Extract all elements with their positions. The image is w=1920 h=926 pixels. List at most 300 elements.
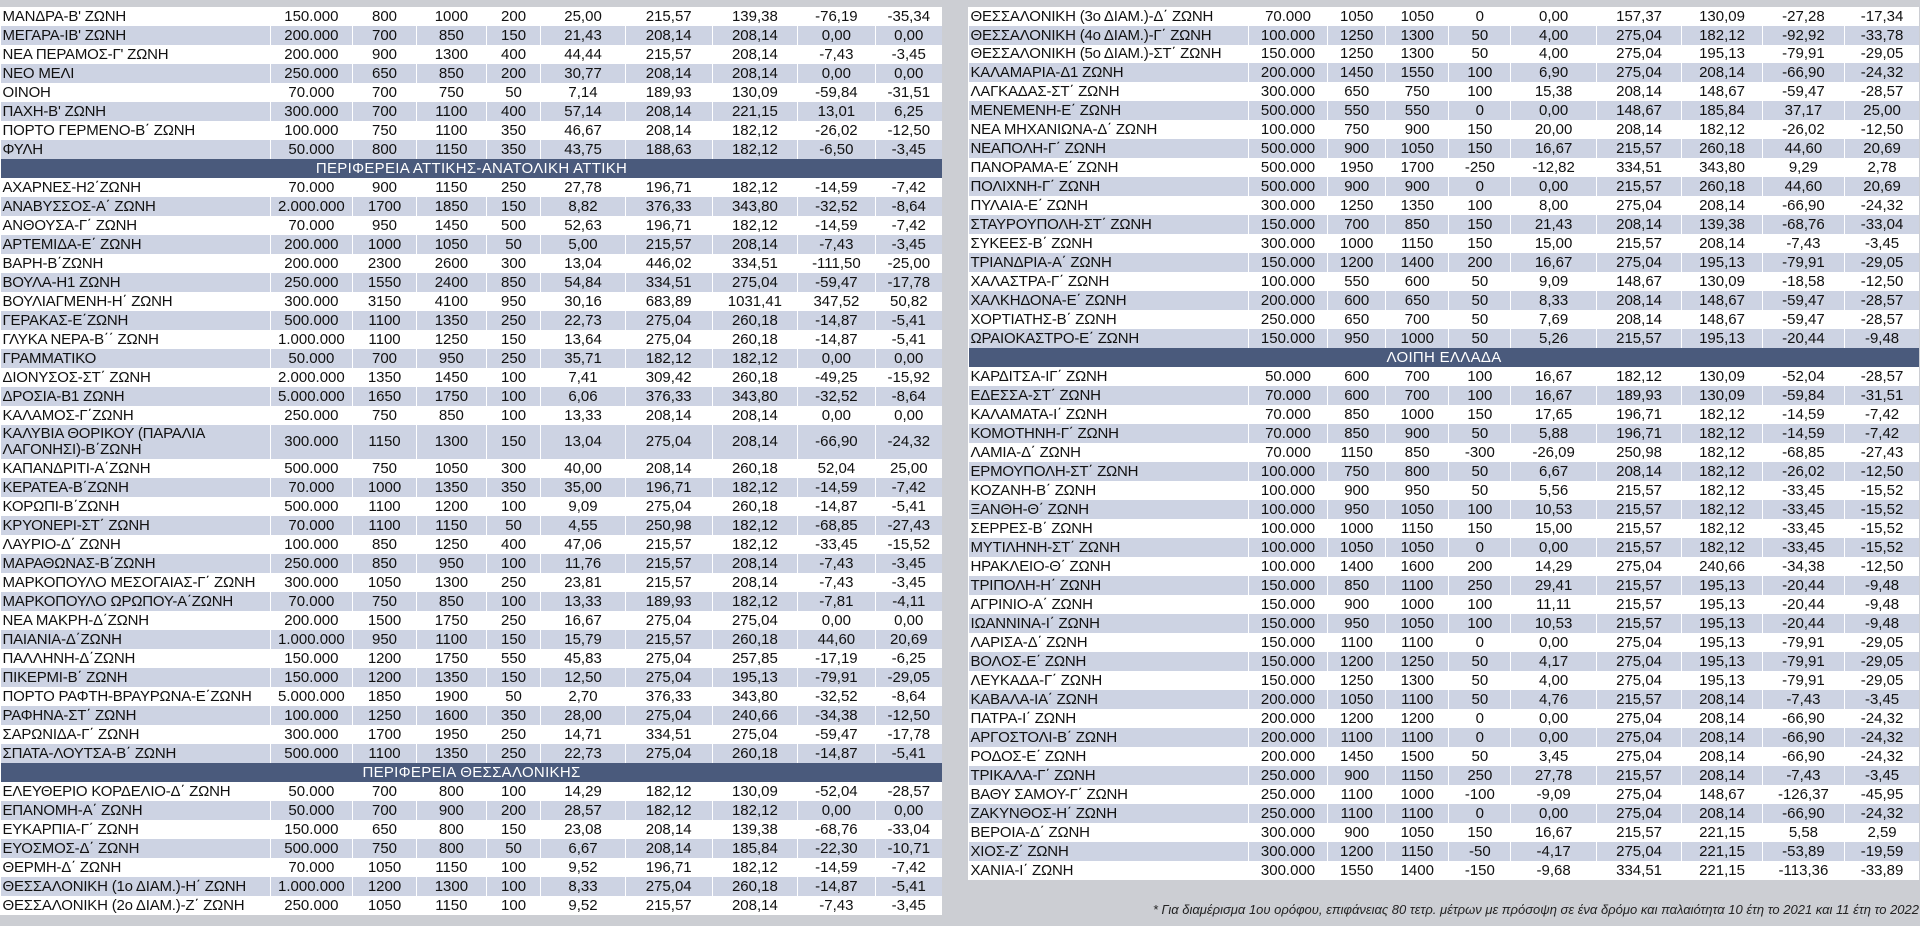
value-cell: -6,50 [798, 140, 875, 159]
value-cell: 376,33 [625, 687, 712, 706]
value-cell: 25,00 [541, 7, 626, 26]
value-cell: 35,71 [541, 349, 626, 368]
area-name-cell: ΠΑΙΑΝΙΑ-Δ΄ΖΩΝΗ [1, 630, 271, 649]
area-name-cell: ΑΝΘΟΥΣΑ-Γ΄ ΖΩΝΗ [1, 216, 271, 235]
value-cell: 1500 [353, 611, 417, 630]
value-cell: 1750 [416, 387, 486, 406]
value-cell: -28,57 [1845, 367, 1919, 386]
value-cell: 1031,41 [712, 292, 798, 311]
value-cell: -126,37 [1762, 785, 1844, 804]
area-name-cell: ΕΡΜΟΥΠΟΛΗ-ΣΤ΄ ΖΩΝΗ [969, 462, 1249, 481]
value-cell: -20,44 [1762, 614, 1844, 633]
value-cell: 12,50 [541, 668, 626, 687]
value-cell: -7,42 [875, 858, 942, 877]
value-cell: -28,57 [875, 782, 942, 801]
value-cell: 16,67 [1511, 253, 1596, 272]
value-cell: -14,59 [1762, 424, 1844, 443]
value-cell: 215,57 [1596, 538, 1681, 557]
value-cell: 215,57 [625, 573, 712, 592]
value-cell: 23,08 [541, 820, 626, 839]
value-cell: -3,45 [875, 573, 942, 592]
value-cell: 7,41 [541, 368, 626, 387]
value-cell: -8,64 [875, 687, 942, 706]
value-cell: 8,82 [541, 197, 626, 216]
value-cell: 0 [1449, 101, 1511, 120]
value-cell: 350 [486, 706, 540, 725]
value-cell: 500.000 [270, 497, 353, 516]
value-cell: 182,12 [1682, 500, 1762, 519]
value-cell: 70.000 [270, 858, 353, 877]
value-cell: -49,25 [798, 368, 875, 387]
value-cell: 900 [1328, 823, 1386, 842]
table-row [969, 329, 1920, 348]
value-cell: 4,00 [1511, 26, 1596, 45]
value-cell: 1050 [416, 459, 486, 478]
value-cell: 250 [486, 311, 540, 330]
table-row [969, 45, 1920, 63]
value-cell: 1150 [416, 896, 486, 915]
value-cell: 5,58 [1762, 823, 1844, 842]
area-name-cell: ΑΡΤΕΜΙΔΑ-Ε΄ ΖΩΝΗ [1, 235, 271, 254]
value-cell: 44,60 [798, 630, 875, 649]
value-cell: 9,09 [541, 497, 626, 516]
area-name-cell: ΚΑΛΑΜΑΡΙΑ-Δ1 ΖΩΝΗ [969, 63, 1249, 82]
value-cell: 250.000 [270, 554, 353, 573]
value-cell: 334,51 [625, 273, 712, 292]
area-name-cell: ΜΕΓΑΡΑ-ΙΒ' ΖΩΝΗ [1, 26, 271, 45]
area-name-cell: ΘΕΣΣΑΛΟΝΙΚΗ (1ο ΔΙΑΜ.)-Η΄ ΖΩΝΗ [1, 877, 271, 896]
value-cell: 1750 [416, 649, 486, 668]
value-cell: 650 [1328, 310, 1386, 329]
table-row [1, 140, 943, 159]
value-cell: 1400 [1386, 861, 1449, 880]
value-cell: -14,87 [798, 311, 875, 330]
value-cell: 215,57 [1596, 139, 1681, 158]
value-cell: -59,47 [1762, 82, 1844, 101]
value-cell: 100.000 [1248, 120, 1327, 139]
value-cell: 1100 [1386, 690, 1449, 709]
region-header: ΠΕΡΙΦΕΡΕΙΑ ΑΤΤΙΚΗΣ-ΑΝΑΤΟΛΙΚΗ ΑΤΤΙΚΗ [1, 159, 943, 178]
value-cell: 2.000.000 [270, 197, 353, 216]
area-name-cell: ΣΕΡΡΕΣ-Β΄ ΖΩΝΗ [969, 519, 1249, 538]
table-row [1, 592, 943, 611]
value-cell: -68,85 [798, 516, 875, 535]
value-cell: -79,91 [798, 668, 875, 687]
value-cell: 550 [1328, 272, 1386, 291]
value-cell: -5,41 [875, 311, 942, 330]
value-cell: 1100 [1386, 633, 1449, 652]
value-cell: 208,14 [712, 45, 798, 64]
value-cell: 500.000 [270, 459, 353, 478]
value-cell: -29,05 [1845, 671, 1919, 690]
value-cell: 1050 [1386, 500, 1449, 519]
area-name-cell: ΚΑΛΥΒΙΑ ΘΟΡΙΚΟΥ (ΠΑΡΑΛΙΑ ΛΑΓΟΝΗΣΙ)-Β΄ΖΩΝΗ [1, 425, 271, 459]
area-name-cell: ΓΛΥΚΑ ΝΕΡΑ-Β΄΄ ΖΩΝΗ [1, 330, 271, 349]
value-cell: -79,91 [1762, 45, 1844, 63]
value-cell: 100 [1449, 500, 1511, 519]
value-cell: 650 [1328, 82, 1386, 101]
value-cell: 215,57 [1596, 177, 1681, 196]
table-row [1, 64, 943, 83]
value-cell: 100 [1449, 196, 1511, 215]
value-cell: 100.000 [1248, 519, 1327, 538]
value-cell: 100 [486, 368, 540, 387]
value-cell: 1300 [1386, 26, 1449, 45]
value-cell: 100.000 [1248, 500, 1327, 519]
table-row [969, 291, 1920, 310]
value-cell: 1250 [1328, 26, 1386, 45]
value-cell: -9,09 [1511, 785, 1596, 804]
value-cell: -33,45 [1762, 538, 1844, 557]
value-cell: 1000 [353, 235, 417, 254]
value-cell: 100 [1449, 367, 1511, 386]
value-cell: -7,43 [798, 554, 875, 573]
value-cell: 10,53 [1511, 614, 1596, 633]
value-cell: 130,09 [712, 83, 798, 102]
value-cell: 195,13 [1682, 253, 1762, 272]
value-cell: 1100 [1328, 728, 1386, 747]
value-cell: 182,12 [712, 858, 798, 877]
value-cell: 215,57 [625, 7, 712, 26]
table-row [969, 63, 1920, 82]
value-cell: 14,29 [1511, 557, 1596, 576]
value-cell: -45,95 [1845, 785, 1919, 804]
value-cell: 1100 [1386, 728, 1449, 747]
value-cell: 0 [1449, 804, 1511, 823]
value-cell: -27,43 [875, 516, 942, 535]
value-cell: -35,34 [875, 7, 942, 26]
value-cell: 850 [353, 554, 417, 573]
value-cell: 157,37 [1596, 7, 1681, 26]
value-cell: 215,57 [1596, 234, 1681, 253]
table-row [1, 102, 943, 121]
area-name-cell: ΒΟΥΛΑ-Η1 ΖΩΝΗ [1, 273, 271, 292]
value-cell: 21,43 [541, 26, 626, 45]
area-name-cell: ΕΛΕΥΘΕΡΙΟ ΚΟΡΔΕΛΙΟ-Δ΄ ΖΩΝΗ [1, 782, 271, 801]
value-cell: -24,32 [1845, 63, 1919, 82]
value-cell: -52,04 [1762, 367, 1844, 386]
area-name-cell: ΟΙΝΟΗ [1, 83, 271, 102]
value-cell: -12,82 [1511, 158, 1596, 177]
table-row [1, 877, 943, 896]
value-cell: 700 [353, 349, 417, 368]
value-cell: -7,43 [798, 573, 875, 592]
value-cell: 1250 [416, 535, 486, 554]
value-cell: 130,09 [1682, 386, 1762, 405]
value-cell: 150.000 [1248, 215, 1327, 234]
value-cell: -66,90 [1762, 63, 1844, 82]
value-cell: 150.000 [1248, 595, 1327, 614]
table-row [969, 367, 1920, 386]
value-cell: 343,80 [712, 197, 798, 216]
value-cell: -29,05 [875, 668, 942, 687]
value-cell: 1300 [416, 573, 486, 592]
value-cell: 600 [1328, 386, 1386, 405]
value-cell: 750 [353, 406, 417, 425]
value-cell: 1150 [1386, 234, 1449, 253]
value-cell: 70.000 [1248, 405, 1327, 424]
value-cell: 5,26 [1511, 329, 1596, 348]
value-cell: 215,57 [1596, 766, 1681, 785]
value-cell: 215,57 [625, 554, 712, 573]
table-row [1, 801, 943, 820]
value-cell: 182,12 [625, 349, 712, 368]
value-cell: 650 [353, 820, 417, 839]
value-cell: 260,18 [1682, 139, 1762, 158]
value-cell: 500.000 [1248, 177, 1327, 196]
value-cell: 150 [486, 630, 540, 649]
value-cell: 250 [486, 573, 540, 592]
table-row [1, 725, 943, 744]
value-cell: 900 [353, 45, 417, 64]
area-name-cell: ΝΕΑΠΟΛΗ-Γ΄ ΖΩΝΗ [969, 139, 1249, 158]
area-name-cell: ΑΝΑΒΥΣΣΟΣ-Α΄ ΖΩΝΗ [1, 197, 271, 216]
value-cell: 195,13 [1682, 576, 1762, 595]
value-cell: 43,75 [541, 140, 626, 159]
value-cell: 0,00 [798, 611, 875, 630]
value-cell: 275,04 [1596, 804, 1681, 823]
value-cell: -3,45 [875, 896, 942, 915]
table-row [969, 709, 1920, 728]
value-cell: 275,04 [625, 611, 712, 630]
value-cell: 600 [1328, 367, 1386, 386]
value-cell: 8,33 [1511, 291, 1596, 310]
area-name-cell: ΕΠΑΝΟΜΗ-Α΄ ΖΩΝΗ [1, 801, 271, 820]
value-cell: 148,67 [1682, 82, 1762, 101]
value-cell: 130,09 [1682, 367, 1762, 386]
value-cell: 150 [1449, 405, 1511, 424]
value-cell: 200 [486, 7, 540, 26]
value-cell: 275,04 [625, 311, 712, 330]
value-cell: 275,04 [1596, 45, 1681, 63]
table-row [1, 782, 943, 801]
value-cell: 100 [1449, 595, 1511, 614]
table-row [969, 462, 1920, 481]
value-cell: -17,34 [1845, 7, 1919, 26]
value-cell: 70.000 [1248, 7, 1327, 26]
value-cell: 750 [353, 592, 417, 611]
value-cell: 100.000 [1248, 538, 1327, 557]
value-cell: 2,78 [1845, 158, 1919, 177]
area-name-cell: ΛΑΡΙΣΑ-Δ΄ ΖΩΝΗ [969, 633, 1249, 652]
value-cell: 950 [353, 630, 417, 649]
value-cell: 70.000 [270, 478, 353, 497]
value-cell: 1250 [1328, 196, 1386, 215]
area-name-cell: ΤΡΙΑΝΔΡΙΑ-Α΄ ΖΩΝΗ [969, 253, 1249, 272]
value-cell: 1200 [1328, 253, 1386, 272]
value-cell: 700 [353, 801, 417, 820]
value-cell: 750 [1386, 82, 1449, 101]
value-cell: 0 [1449, 177, 1511, 196]
value-cell: 750 [353, 121, 417, 140]
value-cell: 15,00 [1511, 519, 1596, 538]
value-cell: 16,67 [1511, 386, 1596, 405]
value-cell: 2,59 [1845, 823, 1919, 842]
value-cell: 800 [416, 820, 486, 839]
value-cell: -26,09 [1511, 443, 1596, 462]
area-name-cell: ΘΕΣΣΑΛΟΝΙΚΗ (2ο ΔΙΑΜ.)-Ζ΄ ΖΩΝΗ [1, 896, 271, 915]
value-cell: 13,04 [541, 254, 626, 273]
area-name-cell: ΧΑΝΙΑ-Ι΄ ΖΩΝΗ [969, 861, 1249, 880]
table-row [1, 292, 943, 311]
value-cell: 9,52 [541, 896, 626, 915]
value-cell: -26,02 [798, 121, 875, 140]
value-cell: 3,45 [1511, 747, 1596, 766]
value-cell: 208,14 [1596, 82, 1681, 101]
value-cell: -32,52 [798, 197, 875, 216]
value-cell: 347,52 [798, 292, 875, 311]
value-cell: 150 [1449, 120, 1511, 139]
value-cell: 350 [486, 121, 540, 140]
value-cell: 200 [1449, 557, 1511, 576]
value-cell: 148,67 [1596, 101, 1681, 120]
value-cell: 500 [486, 216, 540, 235]
value-cell: 189,93 [625, 83, 712, 102]
value-cell: 0,00 [1511, 538, 1596, 557]
value-cell: 182,12 [1596, 367, 1681, 386]
value-cell: 0,00 [1511, 804, 1596, 823]
value-cell: 275,04 [1596, 785, 1681, 804]
value-cell: 1050 [353, 573, 417, 592]
value-cell: 1000 [1386, 405, 1449, 424]
value-cell: 1200 [353, 668, 417, 687]
value-cell: -33,89 [1845, 861, 1919, 880]
value-cell: 215,57 [1596, 329, 1681, 348]
value-cell: 30,16 [541, 292, 626, 311]
value-cell: 950 [353, 216, 417, 235]
value-cell: 50 [1449, 291, 1511, 310]
value-cell: 250.000 [270, 406, 353, 425]
value-cell: 800 [416, 782, 486, 801]
value-cell: 37,17 [1762, 101, 1844, 120]
table-row [1, 254, 943, 273]
value-cell: 1400 [1386, 253, 1449, 272]
value-cell: 182,12 [625, 801, 712, 820]
table-row [969, 671, 1920, 690]
region-header: ΛΟΙΠΗ ΕΛΛΑΔΑ [969, 348, 1920, 367]
value-cell: 500.000 [270, 744, 353, 763]
value-cell: 27,78 [541, 178, 626, 197]
value-cell: -14,59 [798, 858, 875, 877]
value-cell: 1100 [416, 102, 486, 121]
value-cell: 150.000 [1248, 671, 1327, 690]
value-cell: -12,50 [1845, 120, 1919, 139]
value-cell: 40,00 [541, 459, 626, 478]
value-cell: -31,51 [1845, 386, 1919, 405]
value-cell: 150 [1449, 215, 1511, 234]
area-name-cell: ΧΟΡΤΙΑΤΗΣ-Β΄ ΖΩΝΗ [969, 310, 1249, 329]
value-cell: 900 [353, 178, 417, 197]
table-row [969, 177, 1920, 196]
value-cell: 189,93 [1596, 386, 1681, 405]
value-cell: 208,14 [712, 406, 798, 425]
value-cell: 0,00 [875, 64, 942, 83]
value-cell: 900 [1328, 177, 1386, 196]
value-cell: -14,59 [798, 178, 875, 197]
value-cell: 1050 [1386, 7, 1449, 26]
value-cell: 1200 [353, 649, 417, 668]
value-cell: 148,67 [1682, 291, 1762, 310]
value-cell: 0,00 [798, 406, 875, 425]
value-cell: 1100 [1328, 785, 1386, 804]
value-cell: -7,42 [875, 216, 942, 235]
area-name-cell: ΝΕΟ ΜΕΛΙ [1, 64, 271, 83]
value-cell: 700 [1386, 310, 1449, 329]
value-cell: 4,17 [1511, 652, 1596, 671]
value-cell: -66,90 [1762, 196, 1844, 215]
left-table-panel [0, 7, 942, 915]
value-cell: 1200 [1386, 709, 1449, 728]
value-cell: -33,45 [1762, 500, 1844, 519]
value-cell: -7,43 [798, 235, 875, 254]
value-cell: 1450 [1328, 747, 1386, 766]
value-cell: 550 [1328, 101, 1386, 120]
value-cell: -250 [1449, 158, 1511, 177]
area-name-cell: ΕΥΚΑΡΠΙΑ-Γ΄ ΖΩΝΗ [1, 820, 271, 839]
value-cell: 260,18 [712, 630, 798, 649]
footnote: * Για διαμέρισμα 1ου ορόφου, επιφάνειας 80 τετρ. μέτρων με πρόσοψη σε ένα δρόμο και παλαιότητα 10 έτη το 2021 και 11 έτη το 2022 [1152, 902, 1919, 917]
value-cell: -8,64 [875, 197, 942, 216]
area-name-cell: ΑΡΓΟΣΤΟΛΙ-Β΄ ΖΩΝΗ [969, 728, 1249, 747]
value-cell: 17,65 [1511, 405, 1596, 424]
value-cell: 150 [486, 26, 540, 45]
table-row [969, 310, 1920, 329]
value-cell: 275,04 [1596, 709, 1681, 728]
value-cell: 6,67 [1511, 462, 1596, 481]
area-name-cell: ΛΑΜΙΑ-Δ΄ ΖΩΝΗ [969, 443, 1249, 462]
value-cell: 221,15 [1682, 842, 1762, 861]
area-name-cell: ΛΕΥΚΑΔΑ-Γ΄ ΖΩΝΗ [969, 671, 1249, 690]
area-name-cell: ΚΑΛΑΜΑΤΑ-Ι΄ ΖΩΝΗ [969, 405, 1249, 424]
value-cell: 0,00 [1511, 709, 1596, 728]
table-row [969, 26, 1920, 45]
value-cell: 208,14 [712, 425, 798, 459]
value-cell: 100.000 [1248, 26, 1327, 45]
value-cell: 250.000 [1248, 785, 1327, 804]
value-cell: -10,71 [875, 839, 942, 858]
value-cell: 3150 [353, 292, 417, 311]
value-cell: -113,36 [1762, 861, 1844, 880]
region-header-row [1, 159, 943, 178]
table-row [969, 196, 1920, 215]
area-name-cell: ΠΑΝΟΡΑΜΑ-Ε΄ ΖΩΝΗ [969, 158, 1249, 177]
value-cell: 50.000 [270, 801, 353, 820]
value-cell: 208,14 [1682, 63, 1762, 82]
value-cell: 54,84 [541, 273, 626, 292]
value-cell: 2,70 [541, 687, 626, 706]
value-cell: 200 [486, 801, 540, 820]
value-cell: -59,47 [798, 273, 875, 292]
value-cell: 1350 [416, 668, 486, 687]
value-cell: -7,43 [798, 896, 875, 915]
table-row [1, 7, 943, 26]
value-cell: -4,17 [1511, 842, 1596, 861]
value-cell: 0,00 [1511, 177, 1596, 196]
value-cell: 100.000 [1248, 462, 1327, 481]
value-cell: 100.000 [1248, 481, 1327, 500]
value-cell: -20,44 [1762, 329, 1844, 348]
value-cell: 850 [416, 64, 486, 83]
area-name-cell: ΧΑΛΚΗΔΟΝΑ-Ε΄ ΖΩΝΗ [969, 291, 1249, 310]
area-name-cell: ΜΑΝΔΡΑ-Β' ΖΩΝΗ [1, 7, 271, 26]
value-cell: -7,42 [1845, 424, 1919, 443]
value-cell: 195,13 [1682, 671, 1762, 690]
value-cell: 1200 [1328, 709, 1386, 728]
area-name-cell: ΑΓΡΙΝΙΟ-Α΄ ΖΩΝΗ [969, 595, 1249, 614]
value-cell: 182,12 [712, 216, 798, 235]
value-cell: 950 [416, 349, 486, 368]
value-cell: 1050 [353, 896, 417, 915]
